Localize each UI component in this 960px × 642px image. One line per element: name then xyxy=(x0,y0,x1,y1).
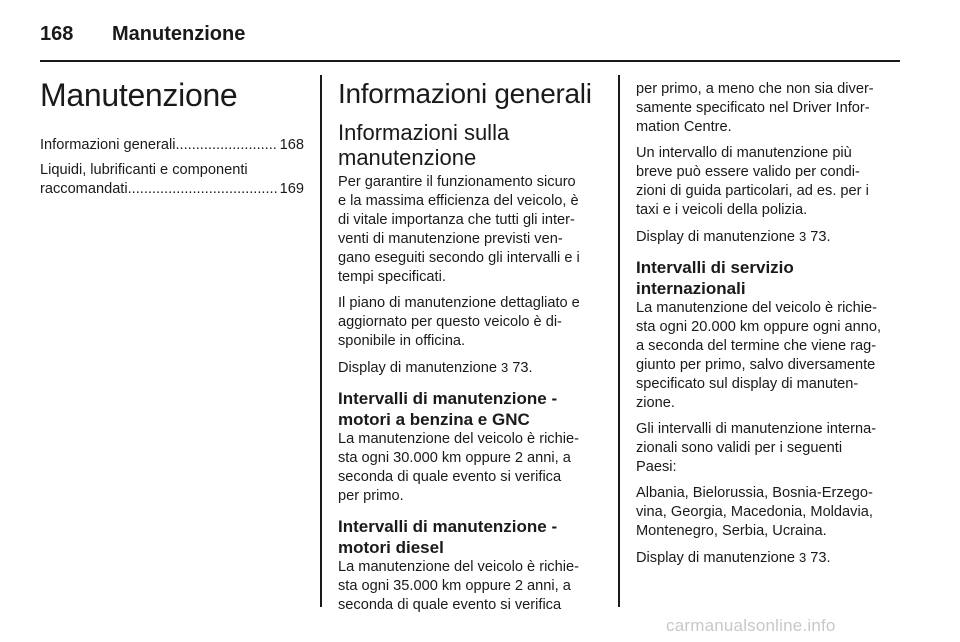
paragraph xyxy=(338,430,604,506)
xref-page: 73. xyxy=(810,229,831,245)
heading-line: Intervalli di manutenzione - xyxy=(338,517,558,536)
text-line: La manutenzione del veicolo è richie- xyxy=(636,300,877,316)
toc-leader-dots xyxy=(175,136,277,155)
text-line: sponibile in officina. xyxy=(338,333,466,349)
paragraph xyxy=(636,484,904,541)
toc-entry-liquidi[interactable] xyxy=(40,161,304,199)
text-line: seconda di quale evento si verifica xyxy=(338,597,562,613)
arrow-reference-icon: 3 xyxy=(799,229,807,244)
toc-entry-page: 169 xyxy=(279,181,304,197)
text-line: a seconda del termine che viene rag- xyxy=(636,338,877,354)
xref-page: 73. xyxy=(512,360,533,376)
column-divider-2 xyxy=(618,75,620,607)
text-line: zioni di guida particolari, ad es. per i xyxy=(636,183,869,199)
paragraph xyxy=(338,294,604,351)
text-line: Montenegro, Serbia, Ucraina. xyxy=(636,523,827,539)
section-heading: Informazioni generali xyxy=(338,78,592,109)
xref-text: Display di manutenzione xyxy=(338,360,497,376)
cross-reference[interactable] xyxy=(338,358,604,378)
arrow-reference-icon: 3 xyxy=(799,550,807,565)
text-line: taxi e i veicoli della polizia. xyxy=(636,202,808,218)
paragraph xyxy=(636,80,904,137)
text-line: vina, Georgia, Macedonia, Moldavia, xyxy=(636,504,873,520)
text-line: per primo, a meno che non sia diver- xyxy=(636,81,874,97)
subsection-heading xyxy=(338,120,604,170)
page-header xyxy=(40,14,900,54)
text-line: tempi specificati. xyxy=(338,269,446,285)
toc-entry-text: Liquidi, lubrificanti e componenti xyxy=(40,162,248,178)
text-line: aggiornato per questo veicolo è di- xyxy=(338,314,562,330)
text-line: giunto per primo, salvo diversamente xyxy=(636,357,876,373)
heading-line: motori diesel xyxy=(338,538,444,557)
toc-leader-dots xyxy=(128,180,278,199)
paragraph xyxy=(338,173,604,287)
text-line: Per garantire il funzionamento sicuro xyxy=(338,174,576,190)
heading-line: Intervalli di manutenzione - xyxy=(338,389,558,408)
toc-entry-text: raccomandati xyxy=(40,181,128,197)
page-number: 168 xyxy=(40,22,74,45)
text-line: seconda di quale evento si verifica xyxy=(338,469,562,485)
text-line: per primo. xyxy=(338,488,404,504)
text-line: e la massima efficienza del veicolo, è xyxy=(338,193,579,209)
paragraph xyxy=(636,299,904,413)
chapter-title: Manutenzione xyxy=(40,77,238,113)
cross-reference[interactable] xyxy=(636,548,904,568)
paragraph xyxy=(636,420,904,477)
heading-line: motori a benzina e GNC xyxy=(338,410,530,429)
column-divider-1 xyxy=(320,75,322,607)
text-line: zionali sono validi per i seguenti xyxy=(636,440,843,456)
watermark: carmanualsonline.info xyxy=(666,616,836,635)
text-line: La manutenzione del veicolo è richie- xyxy=(338,431,579,447)
text-line: zione. xyxy=(636,395,675,411)
text-line: Gli intervalli di manutenzione interna- xyxy=(636,421,877,437)
content-column-3 xyxy=(636,72,904,575)
subsection-heading xyxy=(338,388,604,430)
xref-page: 73. xyxy=(810,550,831,566)
text-line: venti di manutenzione previsti ven- xyxy=(338,231,563,247)
header-section-title: Manutenzione xyxy=(112,22,246,45)
heading-line: Informazioni sulla xyxy=(338,120,510,145)
toc-entry-informazioni-generali[interactable] xyxy=(40,136,304,155)
text-line: mation Centre. xyxy=(636,119,732,135)
text-line: sta ogni 30.000 km oppure 2 anni, a xyxy=(338,450,571,466)
paragraph xyxy=(338,558,604,615)
text-line: sta ogni 35.000 km oppure 2 anni, a xyxy=(338,578,571,594)
text-line: Albania, Bielorussia, Bosnia-Erzego- xyxy=(636,485,873,501)
heading-line: manutenzione xyxy=(338,145,477,170)
text-line: specificato sul display di manuten- xyxy=(636,376,859,392)
arrow-reference-icon: 3 xyxy=(501,360,509,375)
text-line: breve può essere valido per condi- xyxy=(636,164,860,180)
text-line: samente specificato nel Driver Infor- xyxy=(636,100,870,116)
paragraph xyxy=(636,144,904,220)
heading-line: internazionali xyxy=(636,279,746,298)
toc-column xyxy=(40,72,304,205)
toc-entry-text: Informazioni generali xyxy=(40,137,176,153)
toc-entry-page: 168 xyxy=(279,137,304,153)
xref-text: Display di manutenzione xyxy=(636,550,795,566)
text-line: sta ogni 20.000 km oppure ogni anno, xyxy=(636,319,882,335)
heading-line: Intervalli di servizio xyxy=(636,258,794,277)
text-line: La manutenzione del veicolo è richie- xyxy=(338,559,579,575)
text-line: Un intervallo di manutenzione più xyxy=(636,145,852,161)
subsection-heading xyxy=(636,257,904,299)
text-line: Il piano di manutenzione dettagliato e xyxy=(338,295,580,311)
subsection-heading xyxy=(338,516,604,558)
text-line: gano eseguiti secondo gli intervalli e i xyxy=(338,250,580,266)
text-line: Paesi: xyxy=(636,459,677,475)
xref-text: Display di manutenzione xyxy=(636,229,795,245)
cross-reference[interactable] xyxy=(636,227,904,247)
content-column-2 xyxy=(338,72,604,622)
text-line: di vitale importanza che tutti gli inter- xyxy=(338,212,575,228)
header-rule xyxy=(40,60,900,62)
